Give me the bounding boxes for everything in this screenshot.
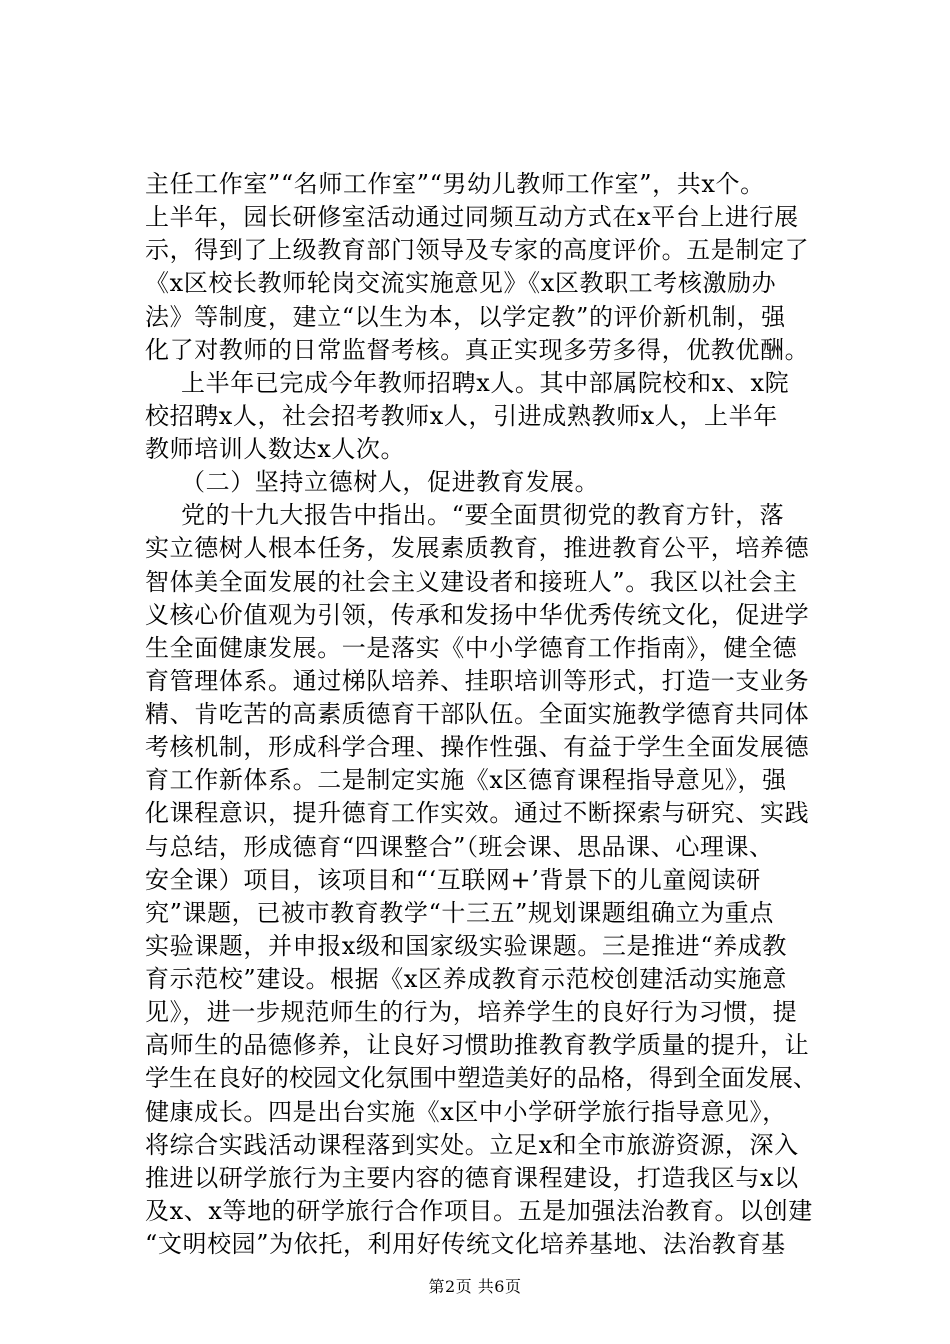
text-line: 实立德树人根本任务，发展素质教育，推进教育公平，培养德 [145, 534, 810, 562]
text-line: 健康成长。四是出台实施《x区中小学研学旅行指导意见》， [145, 1098, 787, 1126]
text-line: 示，得到了上级教育部门领导及专家的高度评价。五是制定了 [145, 236, 810, 264]
text-line: 及x、x等地的研学旅行合作项目。五是加强法治教育。以创建 [145, 1197, 813, 1225]
text-line: 党的十九大报告中指出。“要全面贯彻党的教育方针，落 [181, 501, 785, 529]
text-line: 校招聘x人，社会招考教师x人，引进成熟教师x人，上半年 [145, 402, 778, 430]
text-line: 学生在良好的校园文化氛围中塑造美好的品格，得到全面发展、 [145, 1064, 817, 1092]
text-line: 化课程意识，提升德育工作实效。通过不断探索与研究、实践 [145, 799, 810, 827]
text-line: 教师培训人数达x人次。 [145, 435, 406, 463]
text-line: 考核机制，形成科学合理、操作性强、有益于学生全面发展德 [145, 733, 810, 761]
text-line: 法》等制度，建立“以生为本，以学定教”的评价新机制，强 [145, 303, 786, 331]
text-line: 育工作新体系。二是制定实施《x区德育课程指导意见》，强 [145, 766, 787, 794]
section-heading: （二）坚持立德树人，促进教育发展。 [181, 468, 600, 496]
text-line: 上半年已完成今年教师招聘x人。其中部属院校和x、x院 [181, 369, 790, 397]
text-line: 实验课题，并申报x级和国家级实验课题。三是推进“养成教 [145, 932, 788, 960]
text-line: 高师生的品德修养，让良好习惯助推教育教学质量的提升，让 [145, 1031, 810, 1059]
text-line: 生全面健康发展。一是落实《中小学德育工作指南》，健全德 [145, 634, 798, 662]
text-line: 主任工作室”“名师工作室”“男幼儿教师工作室”，共x个。 [145, 170, 765, 198]
page-footer: 第2页 共6页 [428, 1277, 522, 1296]
text-line: 与总结，形成德育“四课整合”（班会课、思品课、心理课、 [145, 833, 774, 861]
text-line: 将综合实践活动课程落到实处。立足x和全市旅游资源，深入 [145, 1131, 799, 1159]
text-line: 义核心价值观为引领，传承和发扬中华优秀传统文化，促进学 [145, 601, 810, 629]
text-line: 育示范校”建设。根据《x区养成教育示范校创建活动实施意 [145, 965, 788, 993]
text-line: 上半年，园长研修室活动通过同频互动方式在x平台上进行展 [145, 203, 799, 231]
text-line: 见》，进一步规范师生的行为，培养学生的良好行为习惯，提 [145, 998, 798, 1026]
text-line: 育管理体系。通过梯队培养、挂职培训等形式，打造一支业务 [145, 667, 810, 695]
text-line: 精、肯吃苦的高素质德育干部队伍。全面实施教学德育共同体 [145, 700, 810, 728]
text-line: 《x区校长教师轮岗交流实施意见》《x区教职工考核激励办 [145, 269, 777, 297]
text-line: 究”课题，已被市教育教学“十三五”规划课题组确立为重点 [145, 899, 775, 927]
text-line: 智体美全面发展的社会主义建设者和接班人”。我区以社会主 [145, 568, 798, 596]
text-line: 化了对教师的日常监督考核。真正实现多劳多得，优教优酬。 [145, 336, 810, 364]
text-line: “文明校园”为依托，利用好传统文化培养基地、法治教育基 [145, 1230, 786, 1258]
text-line: 安全课）项目，该项目和“‘互联网+’背景下的儿童阅读研 [145, 866, 761, 894]
text-line: 推进以研学旅行为主要内容的德育课程建设，打造我区与x以 [145, 1164, 799, 1192]
